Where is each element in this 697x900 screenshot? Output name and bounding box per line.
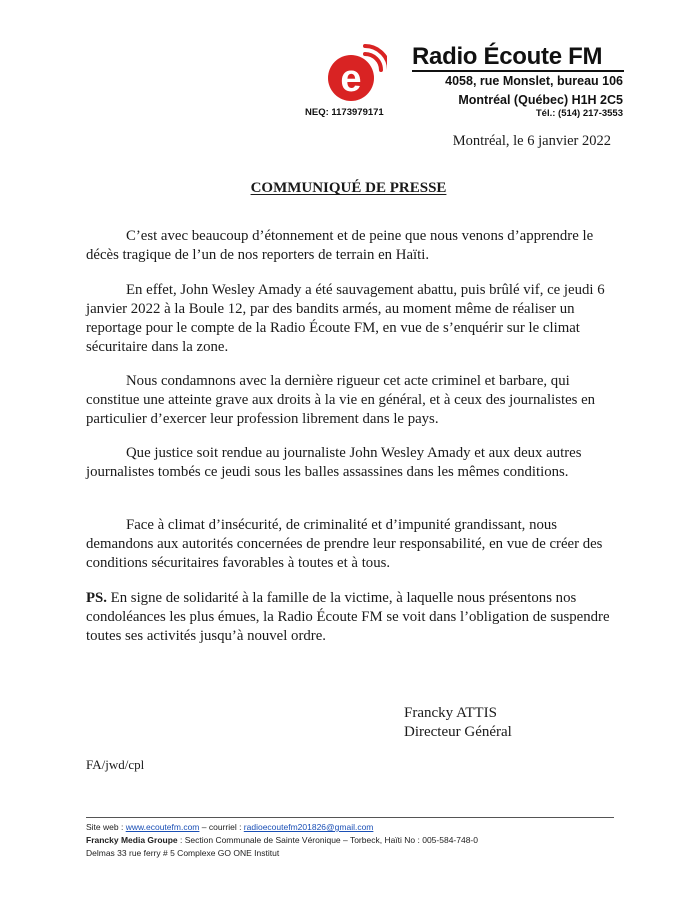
paragraph-2: En effet, John Wesley Amady a été sauvagement abattu, puis brûlé vif, ce jeudi 6 janvier 2022 à la Boule 12, par des bandits armés, au moment même de réaliser un reportage pour le compte de la Radio Écoute FM, en vue de s’enquérir sur le climat sécuritaire dans la zone. xyxy=(86,282,605,355)
email-link[interactable]: radioecoutefm201826@gmail.com xyxy=(243,822,374,832)
website-link[interactable]: www.ecoutefm.com xyxy=(125,822,200,832)
footer-address-line: Delmas 33 rue ferry # 5 Complexe GO ONE Institut xyxy=(86,848,280,858)
radio-ecoute-logo xyxy=(327,44,387,104)
address-line-2: Montréal (Québec) H1H 2C5 xyxy=(458,93,623,107)
paragraph-3: Nous condamnons avec la dernière rigueur cet acte criminel et barbare, qui constitue une atteinte grave aux droits à la vie en général, et à ceux des journalistes en particulier d’exercer leur profession librement dans le pays. xyxy=(86,373,596,427)
signatory-role: Directeur Général xyxy=(404,724,512,740)
document-title xyxy=(0,180,697,197)
postscript-text: En signe de solidarité à la famille de la victime, à laquelle nous présentons nos condoléances les plus émues, la Radio Écoute FM se voit dans l’obligation de suspendre toutes ses activités jusqu’à nouvel ordre. xyxy=(86,590,610,644)
paragraph-4: Que justice soit rendue au journaliste John Wesley Amady et aux deux autres journalistes tombés ce jeudi sous les balles assassines dans les mêmes conditions. xyxy=(86,445,582,480)
station-name: Radio Écoute FM xyxy=(412,43,603,70)
email-label: – courriel : xyxy=(199,822,244,832)
group-name: Francky Media Groupe xyxy=(86,835,178,845)
neq-number: NEQ: 1173979171 xyxy=(305,107,384,118)
reference-initials: FA/jwd/cpl xyxy=(86,757,145,772)
document-title-text: COMMUNIQUÉ DE PRESSE xyxy=(250,180,447,196)
site-label: Site web : xyxy=(86,822,126,832)
signatory-name: Francky ATTIS xyxy=(404,705,497,721)
svg-text:e: e xyxy=(340,58,362,100)
paragraph-5: Face à climat d’insécurité, de criminalité et d’impunité grandissant, nous demandons aux autorités concernées de prendre leur responsabilité, en vue de créer des conditions sécuritaires favorables à toutes et à tous. xyxy=(86,517,603,571)
footer-group-line xyxy=(86,835,478,845)
postscript xyxy=(86,589,616,646)
address-line-1: 4058, rue Monslet, bureau 106 xyxy=(445,74,623,88)
paragraph-1: C’est avec beaucoup d’étonnement et de peine que nous venons d’apprendre le décès tragique de l’un de nos reporters de terrain en Haïti. xyxy=(86,228,594,263)
phone-number: Tél.: (514) 217-3553 xyxy=(535,108,623,119)
footer-contact-line xyxy=(86,822,373,832)
postscript-label: PS. xyxy=(86,590,107,606)
date-line: Montréal, le 6 janvier 2022 xyxy=(452,133,611,149)
footer-divider xyxy=(86,817,614,818)
group-details: : Section Communale de Sainte Véronique – Torbeck, Haïti No : 005-584-748-0 xyxy=(177,835,478,845)
header-underline xyxy=(412,70,624,72)
